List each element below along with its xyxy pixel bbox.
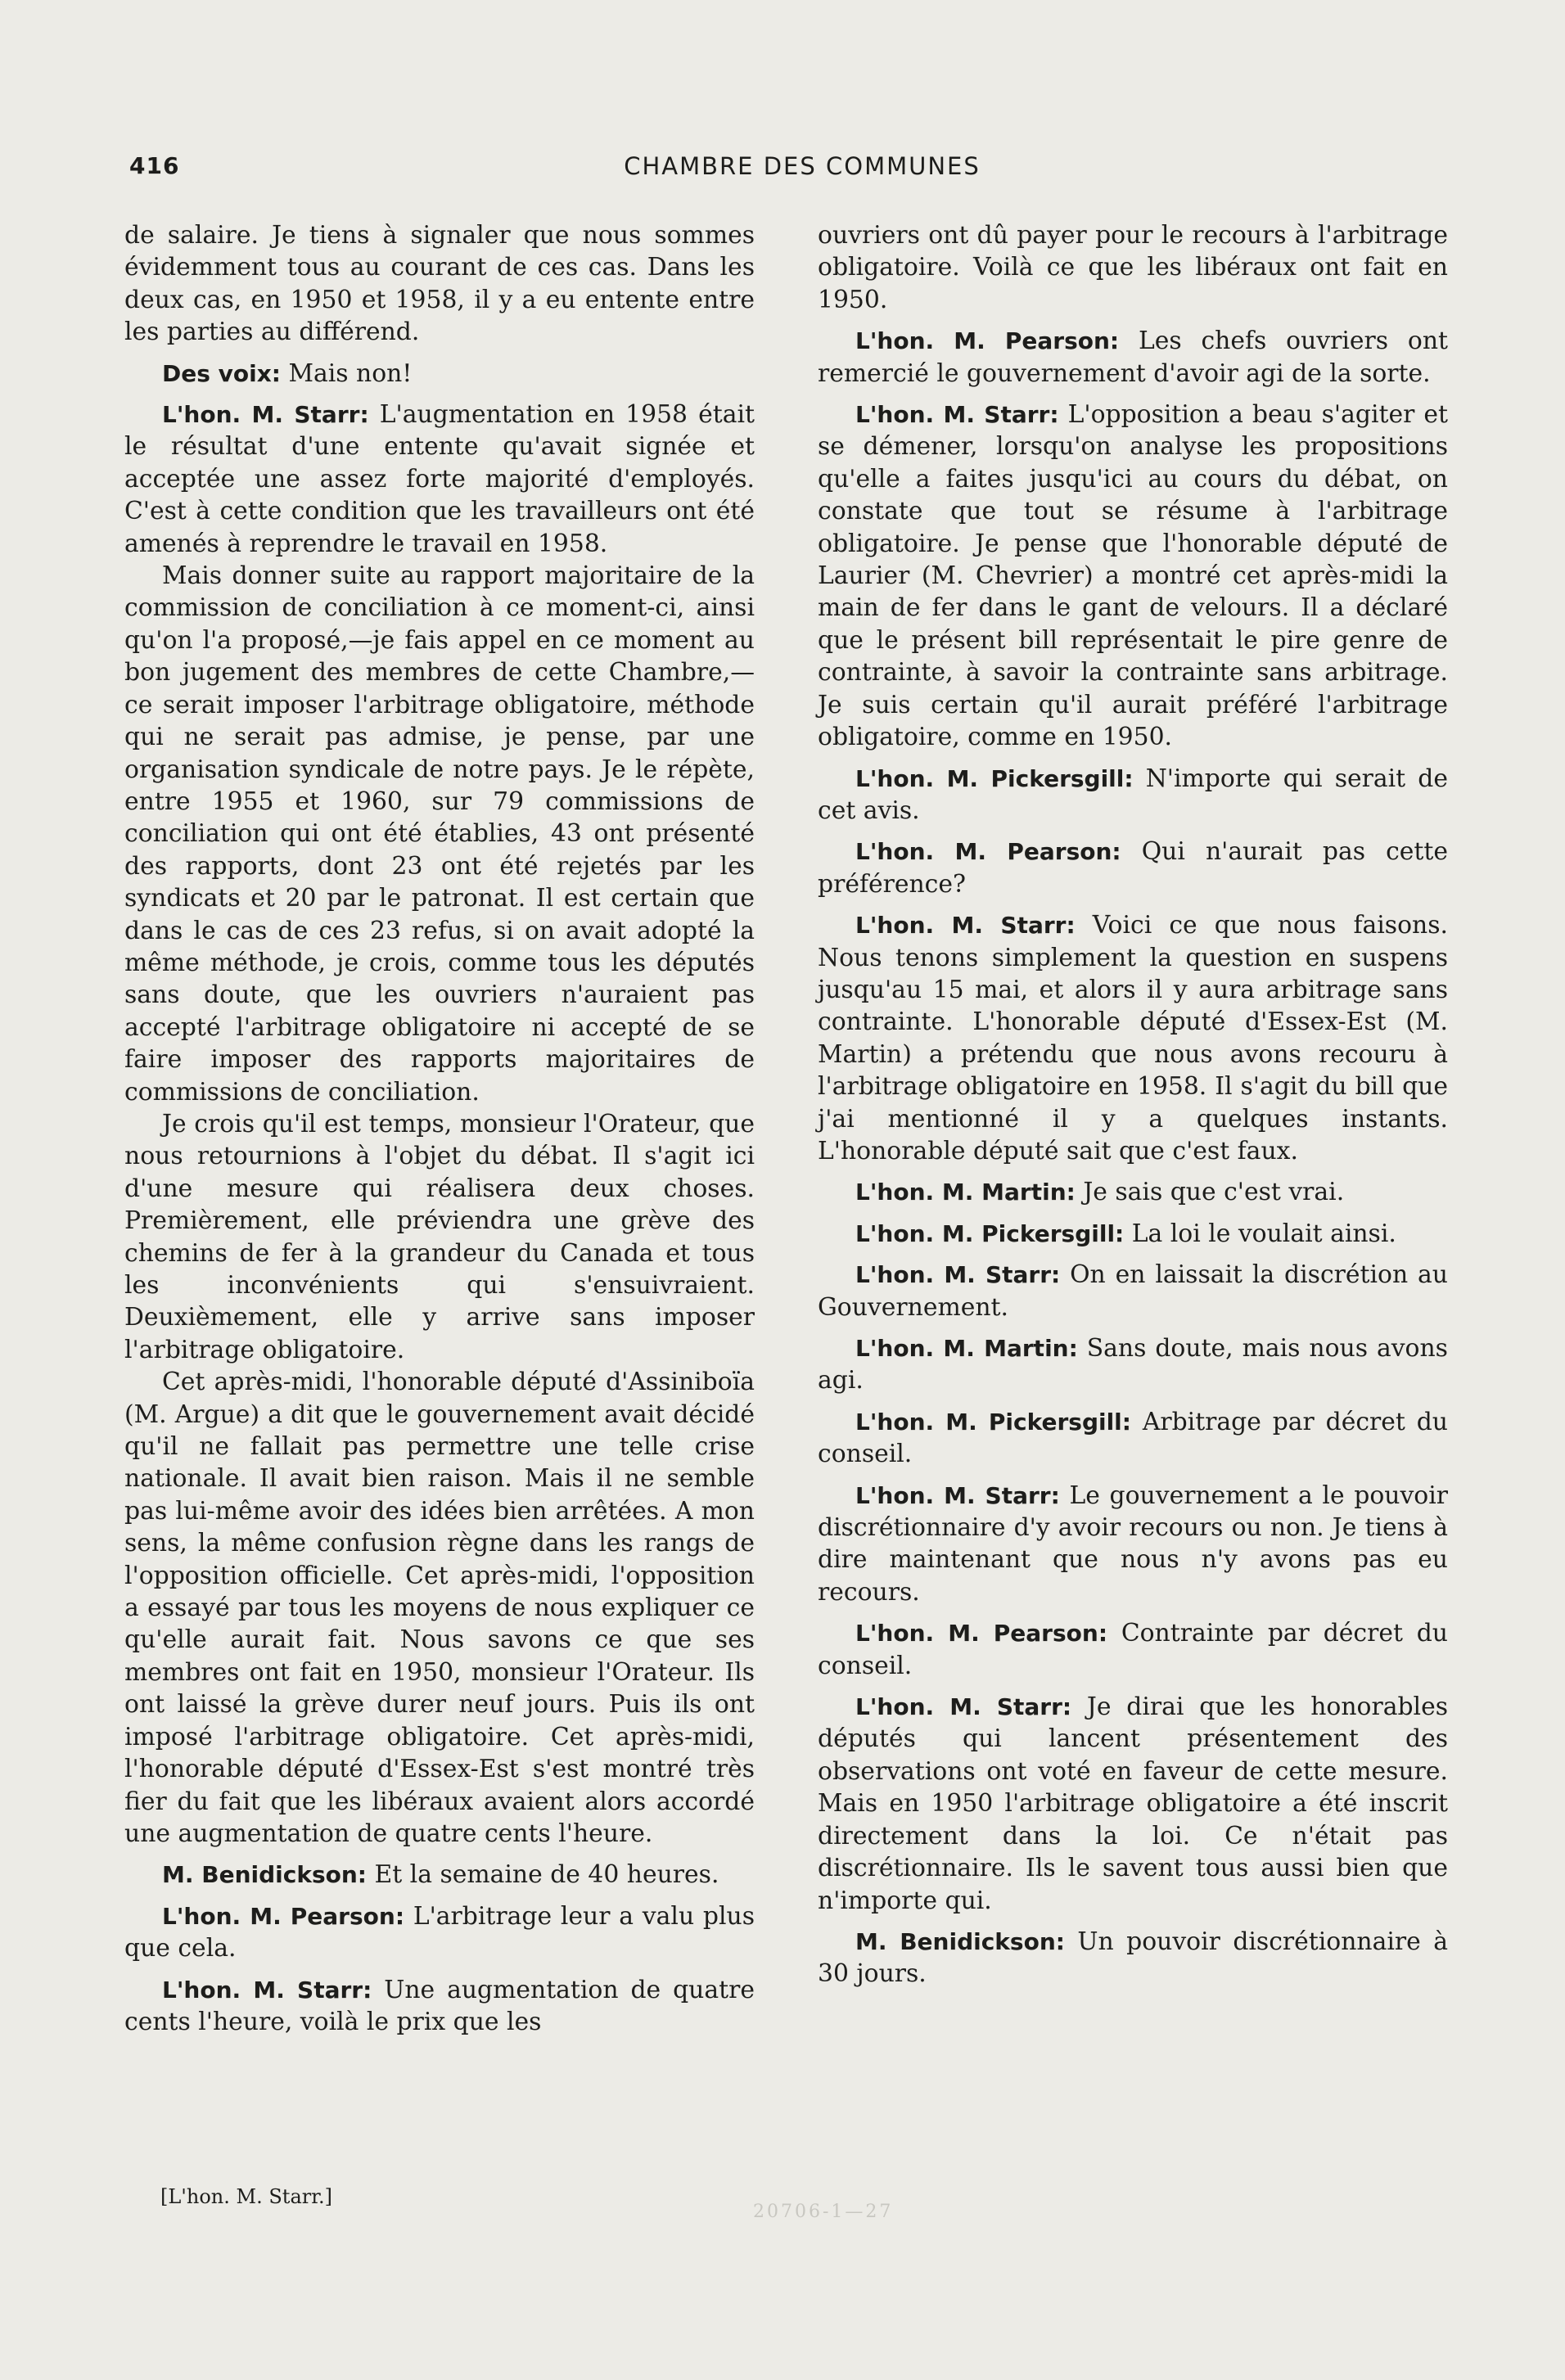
paragraph-text: Qui n'aurait pas cette préférence? (818, 837, 1448, 899)
speech-paragraph (818, 399, 1448, 753)
speech-paragraph (818, 1176, 1448, 1208)
paragraph-text: On en laissait la discrétion au Gouvernement. (818, 1260, 1448, 1322)
page-header (123, 152, 1482, 188)
paragraph-text: ouvriers ont dû payer pour le recours à l'arbitrage obligatoire. Voilà ce que les libéraux ont fait en 1950. (818, 221, 1448, 314)
paragraph-text: Une augmentation de quatre cents l'heure, voilà le prix que les (124, 1975, 755, 2036)
speech-paragraph (124, 399, 755, 560)
speaker-name: L'hon. M. Starr: (855, 401, 1059, 429)
speech-paragraph (818, 836, 1448, 900)
paragraph-text: Cet après-midi, l'honorable député d'Assiniboïa (M. Argue) a dit que le gouvernement avait décidé qu'il ne fallait pas permettre une telle crise nationale. Il avait bien raison. Mais il ne semble pas lui-même avoir des idées bien arrêtées. A mon sens, la même confusion règne dans les rangs de l'opposition officielle. Cet après-midi, l'opposition a essayé par tous les moyens de nous expliquer ce qu'elle aurait fait. Nous savons ce que ses membres ont fait en 1950, monsieur l'Orateur. Ils ont laissé la grève durer neuf jours. Puis ils ont imposé l'arbitrage obligatoire. Cet après-midi, l'honorable député d'Essex-Est s'est montré très fier du fait que les libéraux avaient alors accordé une augmentation de quatre cents l'heure. (124, 1368, 755, 1848)
speech-paragraph (124, 1974, 755, 2039)
speaker-name: L'hon. M. Starr: (855, 1261, 1061, 1289)
speech-paragraph (818, 1926, 1448, 1990)
speaker-name: L'hon. M. Pearson: (162, 1902, 405, 1930)
paragraph-text: Les chefs ouvriers ont remercié le gouvernement d'avoir agi de la sorte. (818, 327, 1448, 388)
speech-paragraph (818, 1218, 1448, 1250)
text-paragraph (818, 219, 1448, 316)
paragraph-text: L'augmentation en 1958 était le résultat d'une entente qu'avait signée et acceptée une assez forte majorité d'employés. C'est à cette condition que les travailleurs ont été amenés à reprendre le travail en 1958. (124, 400, 755, 558)
paragraph-text: Sans doute, mais nous avons agi. (818, 1334, 1448, 1395)
speech-paragraph (818, 1691, 1448, 1917)
paragraph-text: de salaire. Je tiens à signaler que nous sommes évidemment tous au courant de ces cas. Dans les deux cas, en 1950 et 1958, il y a eu entente entre les parties au différend. (124, 221, 755, 347)
speaker-name: L'hon. M. Starr: (162, 401, 369, 429)
text-paragraph (124, 1366, 755, 1850)
speech-paragraph (124, 1900, 755, 1965)
paragraph-text: Et la semaine de 40 heures. (367, 1860, 719, 1890)
speaker-name: L'hon. M. Pickersgill: (855, 1408, 1131, 1436)
speech-paragraph (818, 763, 1448, 827)
speech-paragraph (818, 1259, 1448, 1323)
paragraph-text: Un pouvoir discrétionnaire à 30 jours. (818, 1927, 1448, 1989)
text-paragraph (124, 560, 755, 1108)
speaker-name: L'hon. M. Starr: (855, 912, 1076, 940)
speech-paragraph (818, 1332, 1448, 1397)
speaker-name: M. Benidickson: (855, 1927, 1065, 1955)
speaker-name: Des voix: (162, 359, 281, 387)
running-title: CHAMBRE DES COMMUNES (624, 152, 981, 180)
speaker-name: L'hon. M. Starr: (162, 1976, 372, 2004)
footer-speaker-reference: [L'hon. M. Starr.] (160, 2185, 333, 2208)
paragraph-text: Je sais que c'est vrai. (1075, 1178, 1345, 1207)
paragraph-text: L'arbitrage leur a valu plus que cela. (124, 1901, 755, 1963)
speaker-name: L'hon. M. Pearson: (855, 327, 1120, 355)
paragraph-text: Je dirai que les honorables députés qui lancent présentement des observations ont voté en faveur de cette mesure. Mais en 1950 l'arbitrage obligatoire a été inscrit directement dans la loi. Ce n'était pas discrétionnaire. Ils le savent tous aussi bien que n'importe qui. (818, 1693, 1448, 1915)
speaker-name: L'hon. M. Martin: (855, 1179, 1076, 1206)
paragraph-text: Mais non! (281, 358, 413, 388)
paragraph-text: Je crois qu'il est temps, monsieur l'Orateur, que nous retournions à l'objet du débat. Il s'agit ici d'une mesure qui réalisera deux choses. Premièrement, elle préviendra une grève des chemins de fer à la grandeur du Canada et tous les inconvénients qui s'ensuivraient. Deuxièmement, elle y arrive sans imposer l'arbitrage obligatoire. (124, 1109, 755, 1364)
text-paragraph (124, 219, 755, 349)
left-column (124, 219, 755, 2038)
speech-paragraph (818, 325, 1448, 390)
speech-paragraph (124, 1859, 755, 1891)
speech-paragraph (124, 358, 755, 390)
paragraph-text: Le gouvernement a le pouvoir discrétionnaire d'y avoir recours ou non. Je tiens à dire maintenant que nous n'y avons pas eu recours. (818, 1481, 1448, 1607)
speech-paragraph (818, 1617, 1448, 1682)
speaker-name: L'hon. M. Pickersgill: (855, 764, 1134, 792)
paragraph-text: Mais donner suite au rapport majoritaire de la commission de conciliation à ce moment-ci, ainsi qu'on l'a proposé,—je fais appel en ce moment au bon jugement des membres de cette Chambre,—ce serait imposer l'arbitrage obligatoire, méthode qui ne serait pas admise, je pense, par une organisation syndicale de notre pays. Je le répète, entre 1955 et 1960, sur 79 commissions de conciliation qui ont été établies, 43 ont présenté des rapports, dont 23 ont été rejetés par les syndicats et 20 par le patronat. Il est certain que dans le cas de ces 23 refus, si on avait adopté la même méthode, je crois, comme tous les députés sans doute, que les ouvriers n'auraient pas accepté l'arbitrage obligatoire ni accepté de se faire imposer des rapports majoritaires de commissions de conciliation. (124, 561, 755, 1107)
paragraph-text: Voici ce que nous faisons. Nous tenons simplement la question en suspens jusqu'au 15 mai, et alors il y aura arbitrage sans contrainte. L'honorable député d'Essex-Est (M. Martin) a prétendu que nous avons recouru à l'arbitrage obligatoire en 1958. Il s'agit du bill que j'ai mentionné il y a quelques instants. L'honorable député sait que c'est faux. (818, 911, 1448, 1165)
speaker-name: L'hon. M. Pearson: (855, 1620, 1108, 1648)
speaker-name: L'hon. M. Pearson: (855, 838, 1121, 866)
speech-paragraph (818, 1406, 1448, 1471)
faint-printer-mark: 20706-1—27 (753, 2202, 894, 2222)
paragraph-text: La loi le voulait ainsi. (1124, 1219, 1396, 1248)
speaker-name: L'hon. M. Starr: (855, 1693, 1072, 1721)
paragraph-text: Arbitrage par décret du conseil. (818, 1407, 1449, 1469)
text-paragraph (124, 1108, 755, 1366)
speaker-name: L'hon. M. Martin: (855, 1335, 1078, 1362)
paragraph-text: N'importe qui serait de cet avis. (818, 764, 1448, 825)
speech-paragraph (818, 909, 1448, 1167)
speaker-name: M. Benidickson: (162, 1861, 368, 1889)
paragraph-text: Contrainte par décret du conseil. (818, 1619, 1448, 1680)
paragraph-text: L'opposition a beau s'agiter et se démener, lorsqu'on analyse les propositions qu'elle a faites jusqu'ici au cours du débat, on constate que tout se résume à l'arbitrage obligatoire. Je pense que l'honorable député de Laurier (M. Chevrier) a montré cet après-midi la main de fer dans le gant de velours. Il a déclaré que le présent bill représentait le pire genre de contrainte, à savoir la contrainte sans arbitrage. Je suis certain qu'il aurait préféré l'arbitrage obligatoire, comme en 1950. (818, 400, 1448, 752)
speech-paragraph (818, 1480, 1448, 1609)
speaker-name: L'hon. M. Pickersgill: (855, 1219, 1125, 1247)
right-column (818, 219, 1448, 1990)
speaker-name: L'hon. M. Starr: (855, 1481, 1060, 1509)
page-number: 416 (129, 152, 180, 179)
